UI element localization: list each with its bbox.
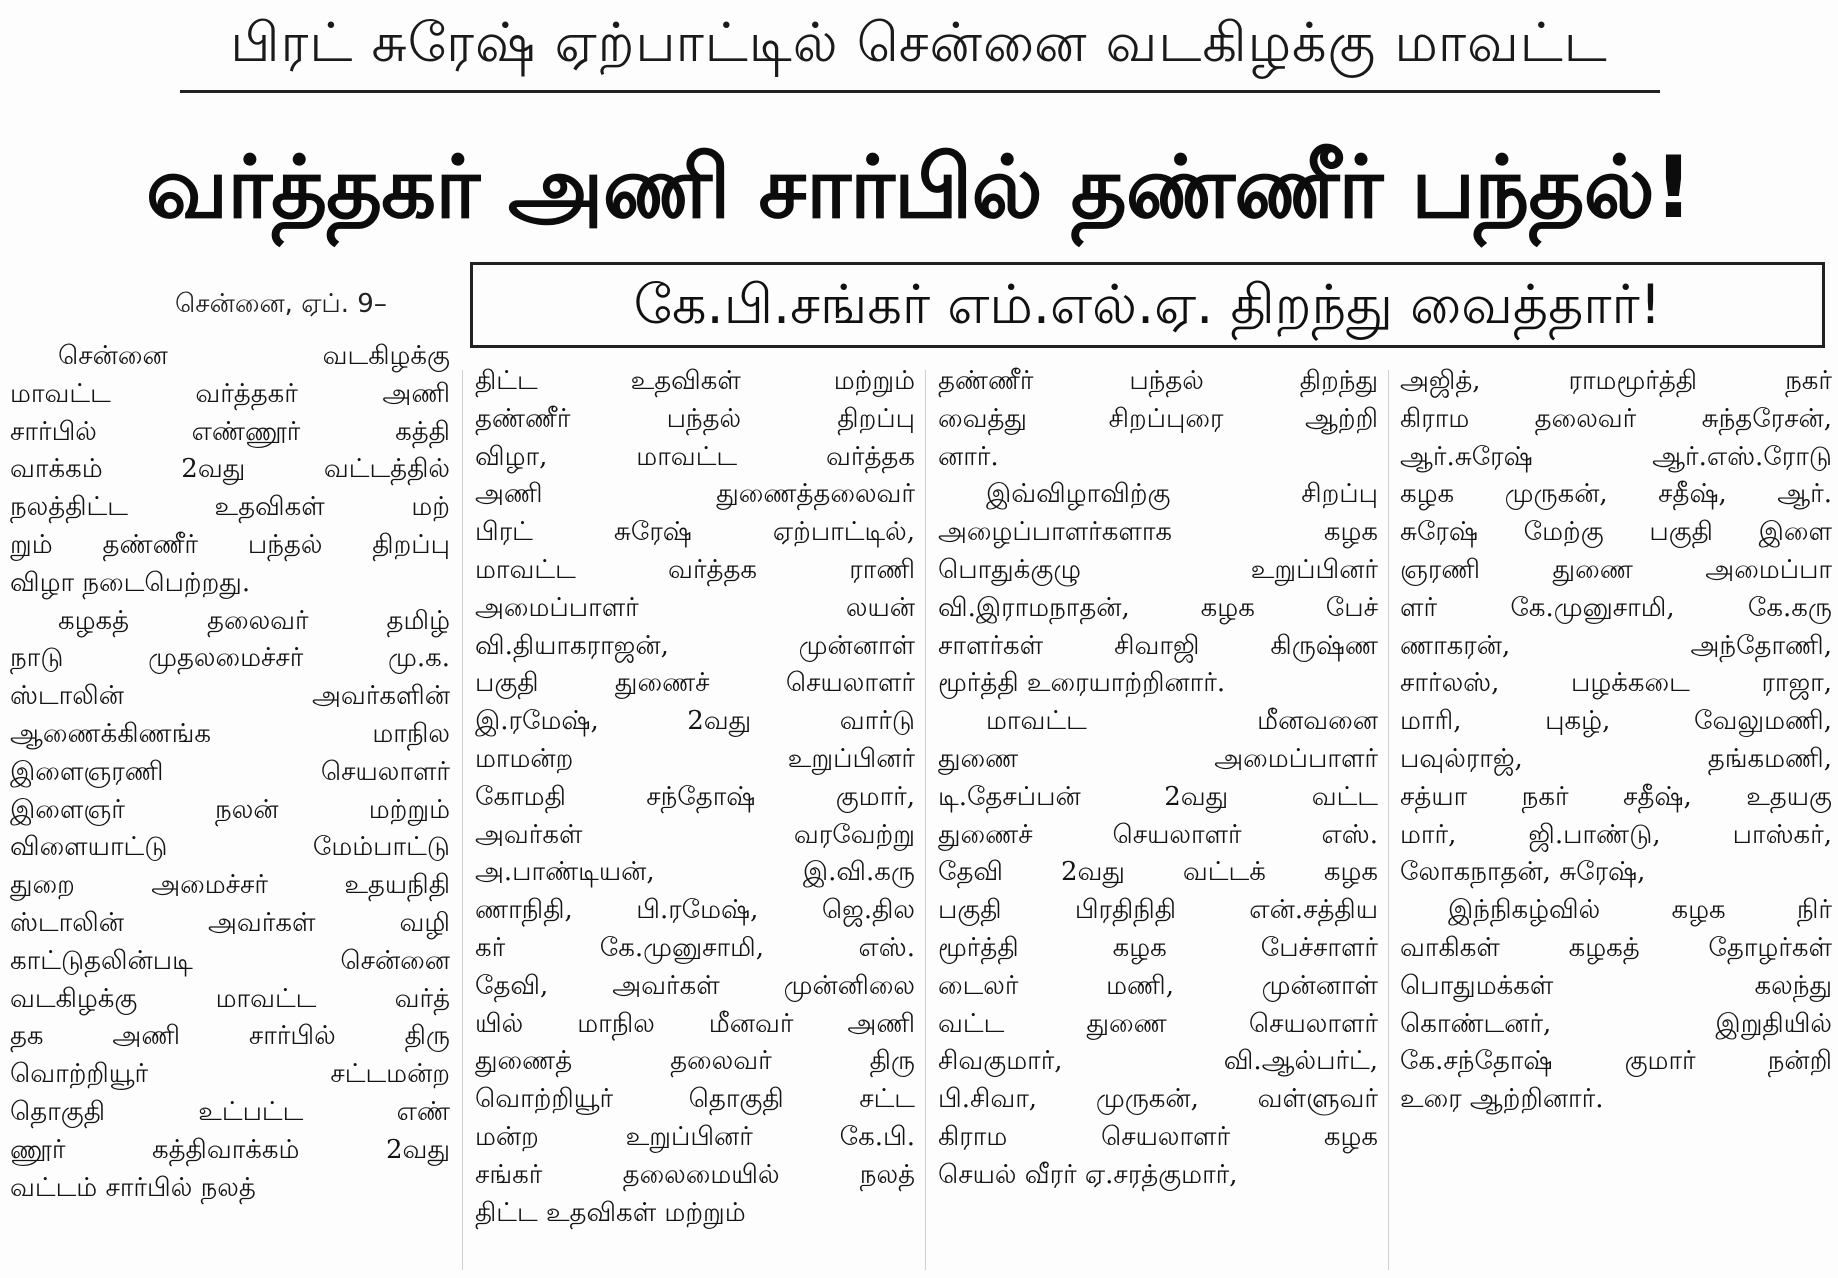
article-line: விழா நடைபெற்றது. [10, 567, 251, 598]
article-line: சார்பில் எண்ணூர் கத்தி [10, 416, 450, 447]
article-line: கே.சந்தோஷ் குமார் நன்றி [1400, 1046, 1832, 1077]
article-line: ணாகரன், அந்தோணி, [1400, 630, 1832, 661]
kicker-heading: பிரட் சுரேஷ் ஏற்பாட்டில் சென்னை வடகிழக்கு மாவட்ட [230, 11, 1608, 74]
article-line: விழா, மாவட்ட வர்த்தக [475, 441, 915, 472]
headline: வர்த்தகர் அணி சார்பில் தண்ணீர் பந்தல்! [145, 138, 1693, 238]
article-line: பவுல்ராஜ், தங்கமணி, [1400, 743, 1832, 774]
article-line: வட்ட துணை செயலாளர் [938, 1008, 1378, 1039]
article-line: துறை அமைச்சர் உதயநிதி [10, 870, 450, 901]
article-line: கழக முருகன், சதீஷ், ஆர். [1400, 479, 1832, 510]
article-line: தேவி, அவர்கள் முன்னிலை [475, 970, 915, 1001]
article-line: விளையாட்டு மேம்பாட்டு [10, 832, 450, 863]
article-column-4 [1400, 363, 1832, 1119]
article-line: நாடு முதலமைச்சர் மு.க. [10, 643, 450, 674]
article-line: ணூர் கத்திவாக்கம் 2வது [10, 1134, 450, 1165]
kicker-divider [180, 90, 1660, 93]
article-line: செயல் வீரர் ஏ.சரத்குமார், [938, 1159, 1238, 1190]
article-line: ஆர்.சுரேஷ் ஆர்.எஸ்.ரோடு [1400, 441, 1832, 472]
article-line: தொகுதி உட்பட்ட எண் [10, 1096, 450, 1127]
column-gutter [925, 370, 926, 1270]
article-line: மாரி, புகழ், வேலுமணி, [1400, 706, 1832, 737]
article-line: யில் மாநில மீனவர் அணி [475, 1008, 915, 1039]
article-line: காட்டுதலின்படி சென்னை [10, 945, 450, 976]
article-line: அணி துணைத்தலைவர் [475, 479, 915, 510]
article-line: தண்ணீர் பந்தல் திறப்பு [475, 403, 915, 434]
article-line: பிரட் சுரேஷ் ஏற்பாட்டில், [475, 517, 915, 548]
article-line: பி.சிவா, முருகன், வள்ளுவர் [938, 1084, 1378, 1115]
article-line: அஜித், ராமமூர்த்தி நகர் [1400, 366, 1832, 396]
article-line: கர் கே.முனுசாமி, எஸ். [475, 932, 915, 963]
article-line: வொற்றியூர் சட்டமன்ற [10, 1059, 450, 1090]
article-line: சுரேஷ் மேற்கு பகுதி இளை [1400, 517, 1832, 548]
article-line: மன்ற உறுப்பினர் கே.பி. [475, 1121, 915, 1152]
article-line: அ.பாண்டியன், இ.வி.கரு [475, 857, 915, 888]
article-column-1 [10, 338, 450, 1207]
article-line: திட்ட உதவிகள் மற்றும் [475, 366, 915, 396]
article-line: டைலர் மணி, முன்னாள் [938, 970, 1378, 1001]
article-column-3 [938, 363, 1378, 1195]
article-line: நலத்திட்ட உதவிகள் மற் [10, 492, 450, 523]
article-line: பகுதி துணைச் செயலாளர் [475, 668, 915, 699]
article-line: வி.இராமநாதன், கழக பேச் [938, 592, 1378, 623]
article-line: வட்டம் சார்பில் நலத் [10, 1172, 256, 1203]
article-line: உரை ஆற்றினார். [1400, 1084, 1604, 1115]
article-line: தேவி 2வது வட்டக் கழக [938, 857, 1378, 888]
article-line: இவ்விழாவிற்கு சிறப்பு [986, 479, 1378, 510]
deck-subheading: கே.பி.சங்கர் எம்.எல்.ஏ. திறந்து வைத்தார்! [470, 262, 1825, 348]
article-line: சங்கர் தலைமையில் நலத் [475, 1159, 915, 1190]
article-line: டி.தேசப்பன் 2வது வட்ட [938, 781, 1378, 812]
article-line: வாகிகள் கழகத் தோழர்கள் [1400, 932, 1832, 963]
article-line: மாவட்ட வர்த்தகர் அணி [10, 378, 450, 409]
article-line: அழைப்பாளர்களாக கழக [938, 517, 1378, 548]
article-line: கொண்டனர், இறுதியில் [1400, 1008, 1832, 1039]
article-line: இளைஞர் நலன் மற்றும் [10, 794, 450, 825]
article-line: மாவட்ட வர்த்தக ராணி [475, 554, 915, 585]
article-line: ஆணைக்கிணங்க மாநில [10, 718, 450, 749]
article-line: கழகத் தலைவர் தமிழ் [58, 605, 450, 636]
article-line: சாளர்கள் சிவாஜி கிருஷ்ண [938, 630, 1378, 661]
article-line: வடகிழக்கு மாவட்ட வர்த் [10, 983, 450, 1014]
article-line: மூர்த்தி கழக பேச்சாளர் [938, 932, 1378, 963]
article-line: சிவகுமார், வி.ஆல்பர்ட், [938, 1046, 1378, 1077]
article-line: துணைச் செயலாளர் எஸ். [938, 819, 1378, 850]
article-line: பொதுமக்கள் கலந்து [1400, 970, 1832, 1001]
article-line: ணாநிதி, பி.ரமேஷ், ஜெ.தில [475, 895, 915, 926]
article-line: மாவட்ட மீனவனை [986, 706, 1378, 737]
dateline: சென்னை, ஏப். 9– [175, 289, 387, 319]
article-line: மூர்த்தி உரையாற்றினார். [938, 668, 1226, 699]
article-line: சென்னை வடகிழக்கு [58, 341, 450, 371]
article-column-2 [475, 363, 915, 1232]
article-line: ஞரணி துணை அமைப்பா [1400, 554, 1832, 585]
article-line: அமைப்பாளர் லயன் [475, 592, 915, 623]
article-line: வொற்றியூர் தொகுதி சட்ட [475, 1084, 915, 1115]
article-line: தண்ணீர் பந்தல் திறந்து [938, 366, 1378, 396]
article-line: திட்ட உதவிகள் மற்றும் [475, 1197, 746, 1228]
article-line: இளைஞரணி செயலாளர் [10, 756, 450, 787]
article-line: துணைத் தலைவர் திரு [475, 1046, 915, 1077]
article-line: பகுதி பிரதிநிதி என்.சத்திய [938, 895, 1378, 926]
article-line: பொதுக்குழு உறுப்பினர் [938, 554, 1378, 585]
article-line: மார், ஜி.பாண்டு, பாஸ்கர், [1400, 819, 1832, 850]
article-line: லோகநாதன், சுரேஷ், [1400, 857, 1646, 888]
article-line: துணை அமைப்பாளர் [938, 743, 1378, 774]
article-line: கிராம செயலாளர் கழக [938, 1121, 1378, 1152]
column-gutter [1388, 370, 1389, 1270]
article-line: றும் தண்ணீர் பந்தல் திறப்பு [10, 529, 450, 560]
article-line: கோமதி சந்தோஷ் குமார், [475, 781, 915, 812]
article-line: இந்நிகழ்வில் கழக நிர் [1448, 895, 1832, 926]
article-line: இ.ரமேஷ், 2வது வார்டு [475, 706, 915, 737]
article-line: மாமன்ற உறுப்பினர் [475, 743, 915, 774]
article-line: வி.தியாகராஜன், முன்னாள் [475, 630, 915, 661]
article-line: கிராம தலைவர் சுந்தரேசன், [1400, 403, 1832, 434]
article-line: வாக்கம் 2வது வட்டத்தில் [10, 454, 450, 485]
article-line: அவர்கள் வரவேற்று [475, 819, 915, 850]
article-line: ஸ்டாலின் அவர்கள் வழி [10, 907, 450, 938]
article-line: ஸ்டாலின் அவர்களின் [10, 681, 450, 712]
article-line: தக அணி சார்பில் திரு [10, 1021, 450, 1052]
article-line: னார். [938, 441, 999, 472]
column-gutter [462, 370, 463, 1270]
article-line: சார்லஸ், பழக்கடை ராஜா, [1400, 668, 1832, 699]
article-line: வைத்து சிறப்புரை ஆற்றி [938, 403, 1378, 434]
article-line: சத்யா நகர் சதீஷ், உதயகு [1400, 781, 1832, 812]
article-line: ளர் கே.முனுசாமி, கே.கரு [1400, 592, 1832, 623]
